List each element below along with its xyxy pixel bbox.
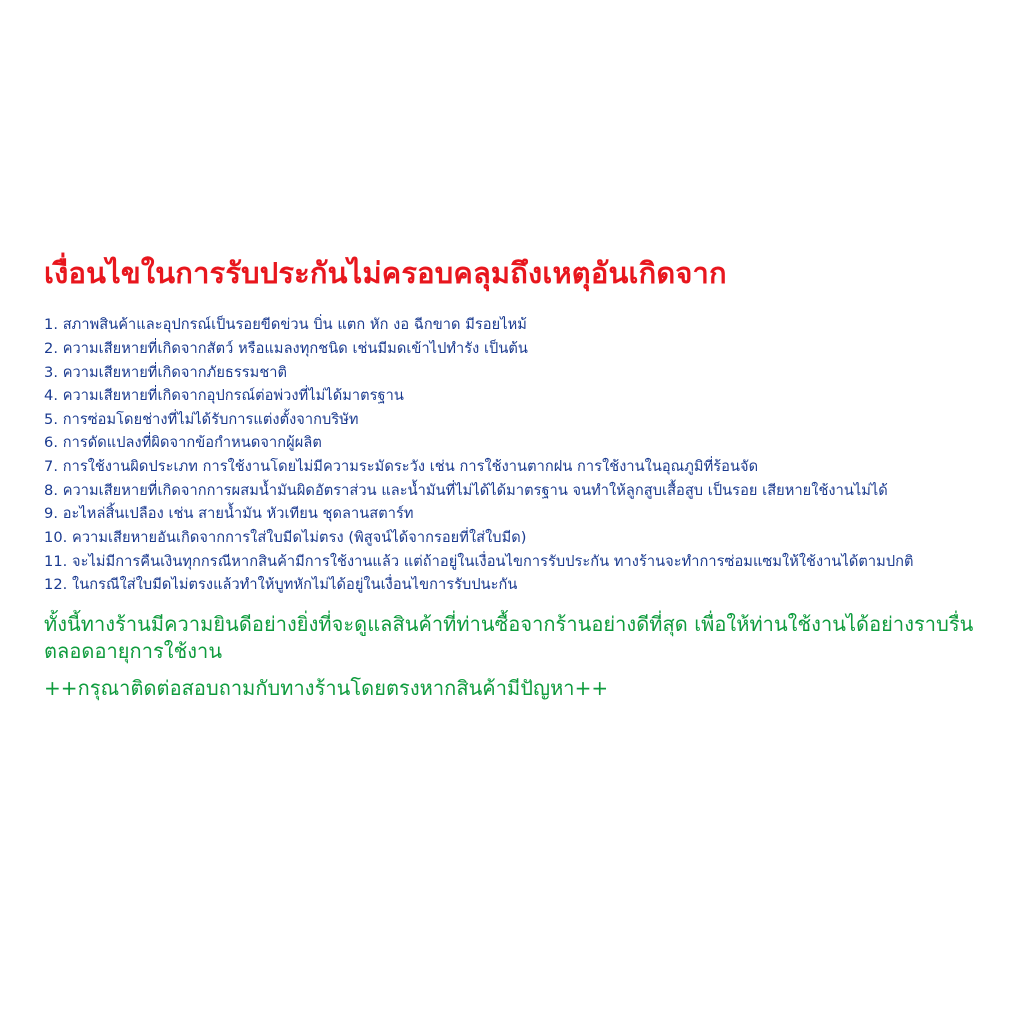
list-item: 11. จะไม่มีการคืนเงินทุกกรณีหากสินค้ามีการใช้งานแล้ว แต่ถ้าอยู่ในเงื่อนไขการรับประกัน ทางร้านจะทำการซ่อมแซมให้ใช้งานได้ตามปกติ [44,552,914,570]
document-content [44,255,990,702]
list-item: 9. อะไหล่สิ้นเปลือง เช่น สายน้ำมัน หัวเทียน ชุดลานสตาร์ท [44,505,414,523]
list-item: 6. การดัดแปลงที่ผิดจากข้อกำหนดจากผู้ผลิต [44,434,322,452]
list-item: 2. ความเสียหายที่เกิดจากสัตว์ หรือแมลงทุกชนิด เช่นมีมดเข้าไปทำรัง เป็นต้น [44,339,528,357]
list-item: 8. ความเสียหายที่เกิดจากการผสมน้ำมันผิดอัตราส่วน และน้ำมันที่ไม่ได้ได้มาตรฐาน จนทำให้ลูกสูบเสื้อสูบ เป็นรอย เสียหายใช้งานไม่ได้ [44,481,888,499]
warranty-exclusion-list [44,313,990,597]
list-item: 12. ในกรณีใส่ใบมีดไม่ตรงแล้วทำให้บูทหักไม่ได้อยู่ในเงื่อนไขการรับปนะกัน [44,576,518,594]
list-item: 5. การซ่อมโดยช่างที่ไม่ได้รับการแต่งตั้งจากบริษัท [44,410,359,428]
closing-paragraph-contact: ++กรุณาติดต่อสอบถามกับทางร้านโดยตรงหากสินค้ามีปัญหา++ [44,675,609,700]
list-item: 10. ความเสียหายอันเกิดจากการใส่ใบมีดไม่ตรง (พิสูจน์ได้จากรอยที่ใส่ใบมีด) [44,529,527,547]
list-item: 7. การใช้งานผิดประเภท การใช้งานโดยไม่มีความระมัดระวัง เช่น การใช้งานตากฝน การใช้งานในอุณภูมิที่ร้อนจัด [44,458,759,476]
closing-paragraph-primary: ทั้งนี้ทางร้านมีความยินดีอย่างยิ่งที่จะดูแลสินค้าที่ท่านซื้อจากร้านอย่างดีที่สุด เพื่อให้ท่านใช้งานได้อย่างราบรื่นตลอดอายุการใช้งาน [44,611,974,663]
closing-note [44,611,990,702]
list-item: 4. ความเสียหายที่เกิดจากอุปกรณ์ต่อพ่วงที่ไม่ได้มาตรฐาน [44,387,404,405]
list-item: 1. สภาพสินค้าและอุปกรณ์เป็นรอยขีดข่วน บิ่น แตก หัก งอ ฉีกขาด มีรอยไหม้ [44,316,527,334]
page-title: เงื่อนไขในการรับประกันไม่ครอบคลุมถึงเหตุอันเกิดจาก [44,256,727,290]
list-item: 3. ความเสียหายที่เกิดจากภัยธรรมชาติ [44,363,288,381]
